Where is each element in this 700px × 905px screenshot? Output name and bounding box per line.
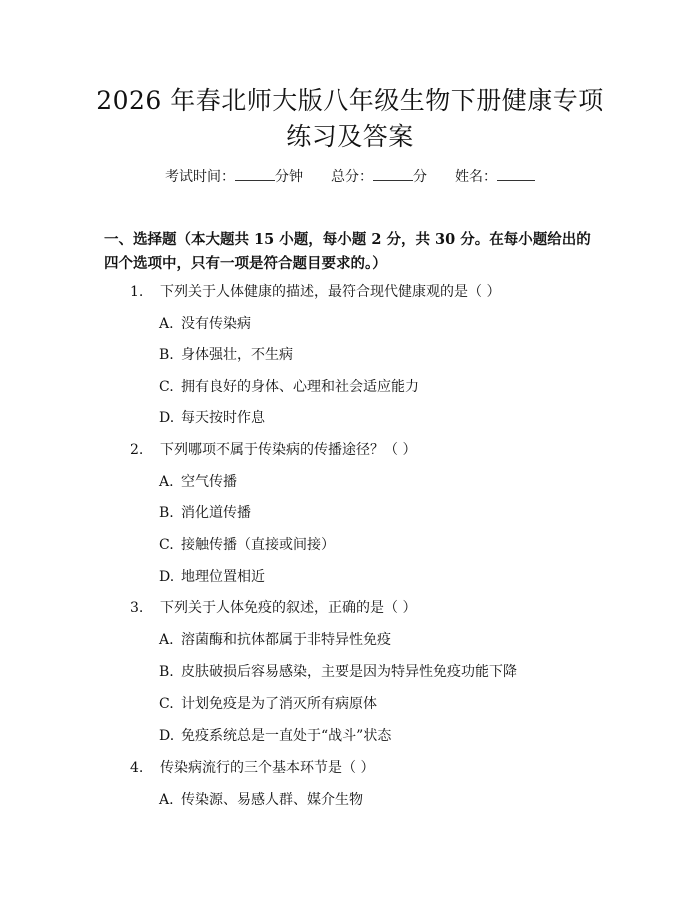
question-text: 下列关于人体健康的描述，最符合现代健康观的是（ ） xyxy=(160,284,501,300)
question-1 xyxy=(130,282,500,302)
option-letter: B. xyxy=(159,664,174,680)
total-score-blank xyxy=(373,168,413,181)
option-text: 皮肤破损后容易感染，主要是因为特异性免疫功能下降 xyxy=(181,664,517,680)
total-score-label: 总分： xyxy=(331,169,373,185)
question-text: 下列关于人体免疫的叙述，正确的是（ ） xyxy=(160,600,417,616)
option-letter: D. xyxy=(159,410,175,426)
question-2-option-c xyxy=(159,535,335,555)
option-text: 拥有良好的身体、心理和社会适应能力 xyxy=(181,379,419,395)
option-letter: D. xyxy=(159,569,175,585)
exam-time-label: 考试时间： xyxy=(165,169,235,185)
question-2-option-a xyxy=(159,472,237,492)
question-number: 1. xyxy=(130,284,144,300)
option-text: 消化道传播 xyxy=(181,505,251,521)
question-number: 4. xyxy=(130,760,144,776)
option-letter: A. xyxy=(159,632,174,648)
total-score-field xyxy=(331,167,427,187)
option-text: 传染源、易感人群、媒介生物 xyxy=(181,792,363,808)
option-text: 每天按时作息 xyxy=(181,410,265,426)
question-4-option-a xyxy=(159,790,363,810)
question-3-option-a xyxy=(159,630,391,650)
document-title-line-2: 练习及答案 xyxy=(286,122,414,151)
option-text: 免疫系统总是一直处于“战斗”状态 xyxy=(181,728,392,744)
option-text: 计划免疫是为了消灭所有病原体 xyxy=(181,696,377,712)
option-text: 没有传染病 xyxy=(181,316,251,332)
option-letter: A. xyxy=(159,792,174,808)
question-3 xyxy=(130,598,416,618)
question-number: 3. xyxy=(130,600,144,616)
question-text: 传染病流行的三个基本环节是（ ） xyxy=(160,760,375,776)
question-3-option-c xyxy=(159,694,377,714)
option-letter: A. xyxy=(159,316,174,332)
question-2-option-b xyxy=(159,503,251,523)
option-text: 空气传播 xyxy=(181,474,237,490)
question-3-option-d xyxy=(159,726,391,746)
question-1-option-c xyxy=(159,377,419,397)
option-letter: C. xyxy=(159,537,174,553)
option-text: 接触传播（直接或间接） xyxy=(181,537,335,553)
question-number: 2. xyxy=(130,442,144,458)
question-2-option-d xyxy=(159,567,265,587)
question-1-option-a xyxy=(159,314,251,334)
student-name-label: 姓名： xyxy=(455,169,497,185)
option-letter: A. xyxy=(159,474,174,490)
document-title-line-1: 2026 年春北师大版八年级生物下册健康专项 xyxy=(96,86,604,115)
option-letter: D. xyxy=(159,728,175,744)
option-text: 溶菌酶和抗体都属于非特异性免疫 xyxy=(181,632,391,648)
question-text: 下列哪项不属于传染病的传播途径？（ ） xyxy=(160,442,417,458)
exam-time-blank xyxy=(235,168,275,181)
exam-info-row xyxy=(0,167,700,187)
question-4 xyxy=(130,758,374,778)
option-letter: C. xyxy=(159,696,174,712)
option-text: 身体强壮，不生病 xyxy=(181,347,293,363)
option-letter: B. xyxy=(159,505,174,521)
exam-time-unit: 分钟 xyxy=(275,169,303,185)
option-text: 地理位置相近 xyxy=(181,569,265,585)
total-score-unit: 分 xyxy=(413,169,427,185)
question-1-option-d xyxy=(159,408,265,428)
question-2 xyxy=(130,440,416,460)
question-1-option-b xyxy=(159,345,293,365)
question-3-option-b xyxy=(159,662,517,682)
exam-time-field xyxy=(165,167,303,187)
student-name-field xyxy=(455,167,535,187)
section-heading-multiple-choice: 一、选择题（本大题共 15 小题，每小题 2 分，共 30 分。在每小题给出的四个选项中，只有一项是符合题目要求的。） xyxy=(104,231,591,272)
option-letter: C. xyxy=(159,379,174,395)
option-letter: B. xyxy=(159,347,174,363)
student-name-blank xyxy=(497,168,535,181)
